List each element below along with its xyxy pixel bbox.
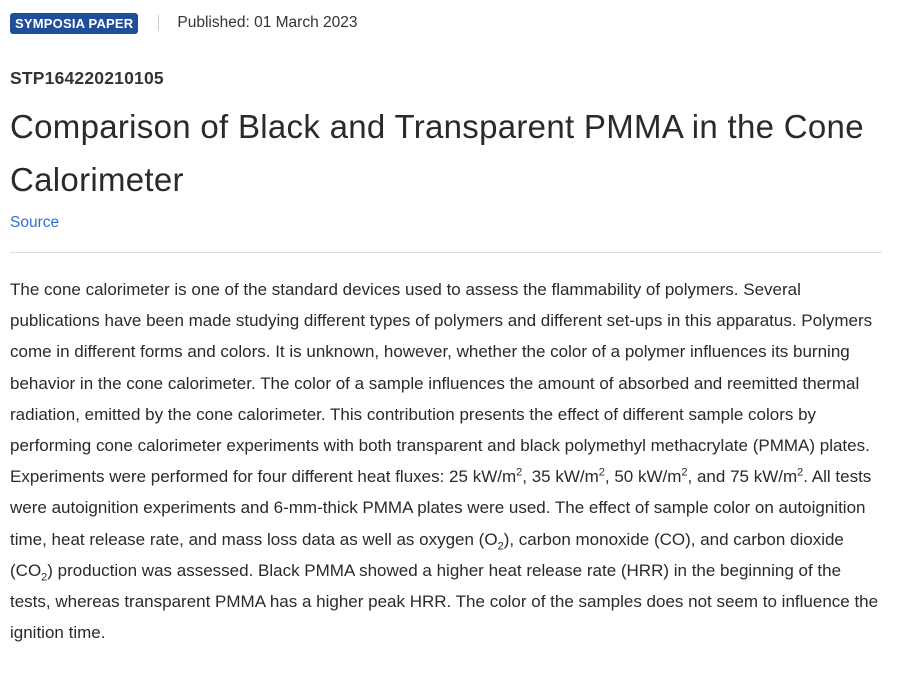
superscript: 2 [516, 466, 523, 479]
paper-title: Comparison of Black and Transparent PMMA in the Cone Calorimeter [10, 108, 864, 198]
abstract-segment: ), carbon monoxide (CO), and carbon dioxide (CO [10, 529, 844, 580]
abstract-segment: , 50 kW/m [604, 467, 682, 487]
paper-code: STP164220210105 [10, 68, 164, 88]
abstract-segment: The cone calorimeter is one of the standard devices used to assess the flammability of polymers. Several publications have been made studying different types of polymers and different set-ups in this apparatus. Polymers come in different forms and colors. It is unknown, however, whether the color of a polymer influences its burning behavior in the cone calorimeter. The color of a sample influences the amount of absorbed and reemitted thermal radiation, emitted by the cone calorimeter. This contribution presents the effect of different sample colors by performing cone calorimeter experiments with both transparent and black polymethyl methacrylate (PMMA) plates. Experiments were performed for four different heat fluxes: 25 kW/m [10, 280, 873, 487]
meta-divider [158, 15, 159, 31]
paper-type-badge: SYMPOSIA PAPER [10, 13, 138, 34]
published-date: Published: 01 March 2023 [177, 14, 358, 31]
abstract-segment: . All tests were autoignition experiments and 6-mm-thick PMMA plates were used. The effect of sample color on autoignition time, heat release rate, and mass loss data as well as oxygen (O [10, 467, 872, 549]
abstract-segment: , 35 kW/m [522, 467, 599, 487]
divider [10, 252, 882, 253]
subscript: 2 [41, 571, 48, 584]
abstract-text [10, 274, 882, 648]
abstract-segment: ) production was assessed. Black PMMA showed a higher heat release rate (HRR) in the beginning of the tests, whereas transparent PMMA has a higher peak HRR. The color of the samples does not seem to influence the ignition time. [10, 560, 879, 643]
source-link[interactable]: Source [10, 214, 60, 231]
superscript: 2 [797, 466, 804, 479]
subscript: 2 [497, 540, 504, 553]
superscript: 2 [598, 466, 605, 479]
superscript: 2 [681, 466, 688, 479]
abstract-segment: , and 75 kW/m [687, 467, 798, 487]
meta-row [10, 12, 357, 34]
